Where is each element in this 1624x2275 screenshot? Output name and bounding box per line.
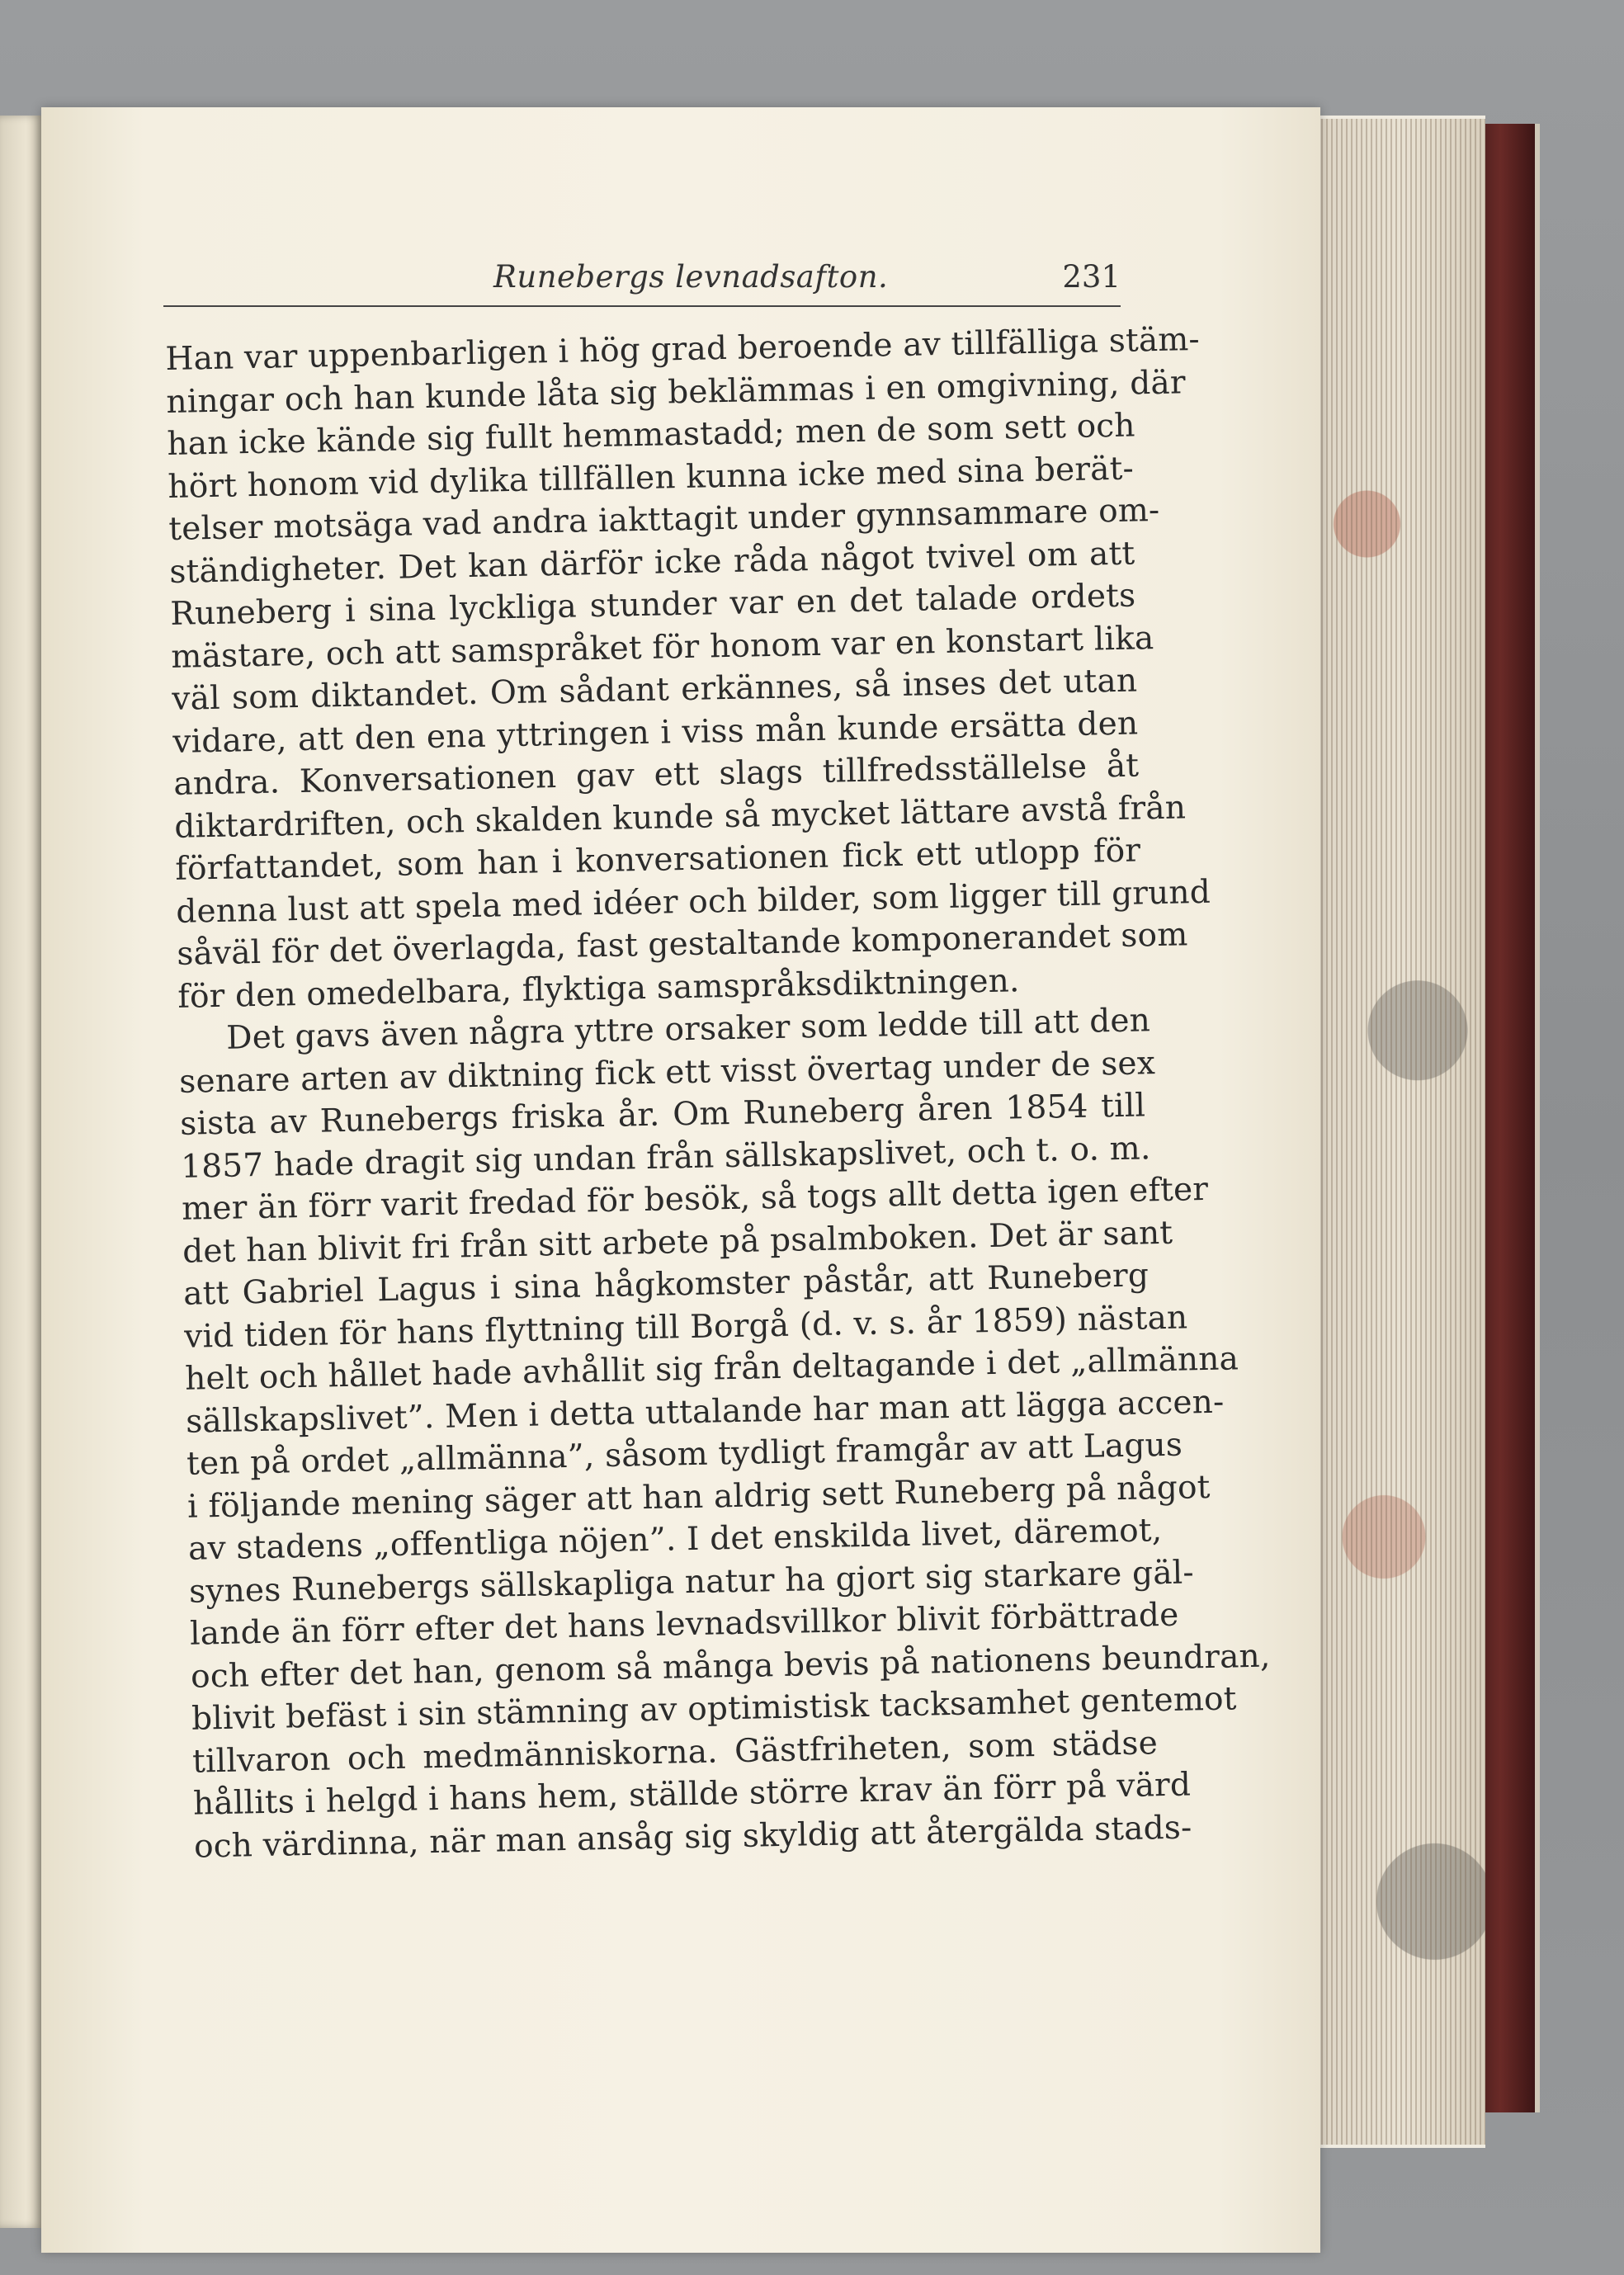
text-line: och efter det han, genom så många bevis på nationens beundran, — [190, 1637, 1271, 1696]
text-line: författandet, som han i konversationen fick ett utlopp för — [174, 832, 1141, 888]
text-line: sällskapslivet”. Men i detta uttalande har man att lägga accen- — [185, 1383, 1225, 1441]
running-head — [163, 256, 1121, 305]
text-line: andra. Konversationen gav ett slags tillfredsställelse åt — [172, 747, 1140, 803]
text-line: ständigheter. Det kan därför icke råda något tvivel om att — [169, 534, 1135, 591]
text-line: blivit befäst i sin stämning av optimistisk tacksamhet gentemot — [191, 1680, 1237, 1738]
text-line: helt och hållet hade avhållit sig från deltagande i det „allmänna — [184, 1340, 1239, 1398]
text-line: synes Runebergs sällskapliga natur ha gjort sig starkare gäl- — [188, 1553, 1195, 1611]
text-line: lande än förr efter det hans levnadsvillkor blivit förbättrade — [189, 1596, 1179, 1653]
body-text — [165, 320, 1271, 1868]
text-line: väl som diktandet. Om sådant erkännes, så inses det utan — [171, 662, 1138, 718]
text-line: senare arten av diktning fick ett visst övertag under de sex — [178, 1044, 1156, 1101]
text-line: för den omedelbara, flyktiga samspråksdiktningen. — [177, 961, 1020, 1016]
text-line: hållits i helgd i hans hem, ställde större krav än förr på värd — [192, 1766, 1192, 1823]
left-page-edge — [0, 116, 43, 2228]
text-line: vidare, att den ena yttringen i viss mån kunde ersätta den — [172, 704, 1139, 761]
text-line: Det gavs även några yttre orsaker som ledde till att den — [225, 1002, 1151, 1057]
page-number: 231 — [1062, 259, 1121, 295]
text-line: diktardriften, och skalden kunde så mycket lättare avstå från — [173, 788, 1187, 846]
text-line: ten på ordet „allmänna”, såsom tydligt framgår av att Lagus — [186, 1426, 1183, 1483]
text-line: att Gabriel Lagus i sina hågkomster påstår, att Runeberg — [182, 1257, 1150, 1313]
text-line: Runeberg i sina lyckliga stunder var en det talade ordets — [169, 577, 1136, 633]
text-line: mer än förr varit fredad för besök, så togs allt detta igen efter — [181, 1170, 1209, 1228]
text-line: mästare, och att samspråket för honom var en konstart lika — [170, 619, 1154, 676]
text-line: av stadens „offentliga nöjen”. I det enskilda livet, däremot, — [187, 1512, 1163, 1568]
text-line: tillvaron och medmänniskorna. Gästfriheten, som städse — [191, 1724, 1159, 1781]
book-page — [41, 107, 1320, 2253]
text-line: i följande mening säger att han aldrig sett Runeberg på något — [186, 1468, 1211, 1526]
header-rule — [163, 305, 1121, 307]
text-line: denna lust att spela med idéer och bilder, som ligger till grund — [175, 873, 1211, 931]
running-title: Runebergs levnadsafton. — [493, 259, 889, 295]
text-line: såväl för det överlagda, fast gestaltande komponerandet som — [176, 916, 1188, 973]
text-line: vid tiden för hans flyttning till Borgå (d. v. s. år 1859) nästan — [183, 1298, 1188, 1356]
text-line: sista av Runebergs friska år. Om Runeberg åren 1854 till — [179, 1087, 1146, 1143]
text-line: telser motsäga vad andra iakttagit under gynnsammare om- — [168, 491, 1160, 548]
text-line: ningar och han kunde låta sig beklämmas i en omgivning, där — [166, 363, 1187, 421]
marbled-page-edges — [1316, 116, 1485, 2148]
text-line: hört honom vid dylika tillfällen kunna icke med sina berät- — [168, 449, 1135, 506]
text-line: han icke kände sig fullt hemmastadd; men de som sett och — [167, 407, 1136, 463]
text-line: 1857 hade dragit sig undan från sällskapslivet, och t. o. m. — [180, 1129, 1151, 1186]
text-line: Han var uppenbarligen i hög grad beroende av tillfälliga stäm- — [165, 320, 1201, 378]
text-line: och värdinna, när man ansåg sig skyldig att återgälda stads- — [193, 1808, 1192, 1866]
book-cover-edge — [1477, 124, 1540, 2112]
text-line: det han blivit fri från sitt arbete på psalmboken. Det är sant — [182, 1214, 1173, 1271]
